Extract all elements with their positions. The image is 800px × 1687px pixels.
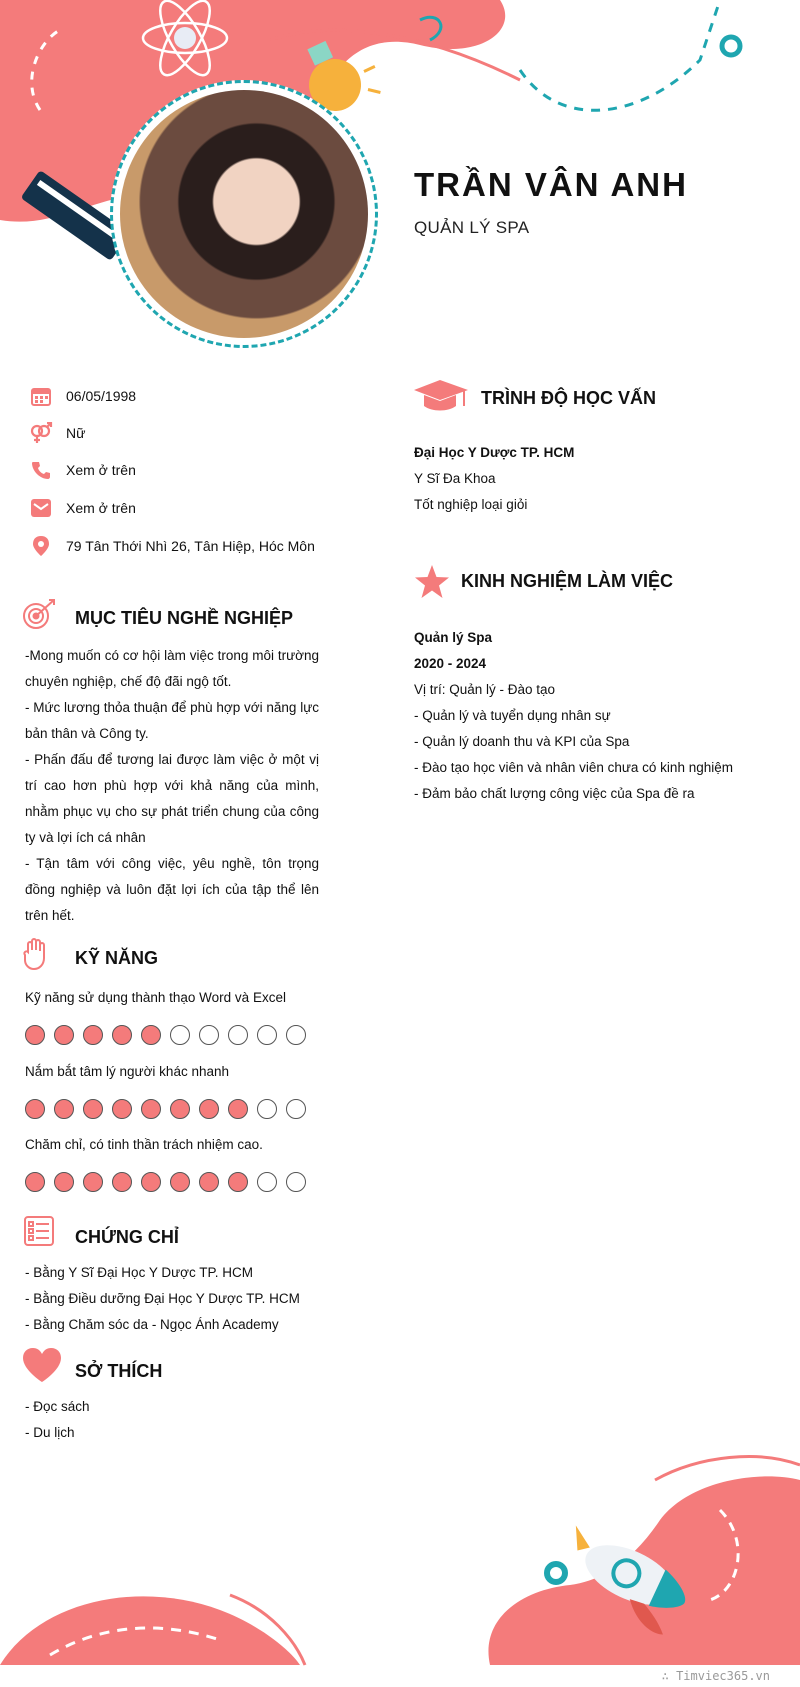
rating-dot-filled bbox=[170, 1099, 190, 1119]
rating-dot-filled bbox=[228, 1172, 248, 1192]
rating-dot-empty bbox=[257, 1025, 277, 1045]
rating-dot-filled bbox=[112, 1099, 132, 1119]
education-title: TRÌNH ĐỘ HỌC VẤN bbox=[481, 388, 656, 408]
location-icon bbox=[26, 535, 56, 557]
certificates-title: CHỨNG CHỈ bbox=[75, 1227, 179, 1247]
objective-line: -Mong muốn có cơ hội làm việc trong môi trường chuyên nghiệp, chế độ đãi ngộ tốt. bbox=[25, 648, 319, 689]
rating-dot-filled bbox=[141, 1099, 161, 1119]
email-icon bbox=[26, 497, 56, 519]
graduation-cap-icon bbox=[414, 380, 470, 421]
address-text: 79 Tân Thới Nhì 26, Tân Hiệp, Hóc Môn bbox=[66, 538, 315, 554]
gender-text: Nữ bbox=[66, 425, 86, 441]
candidate-position: QUẢN LÝ SPA bbox=[414, 218, 530, 237]
skill-rating bbox=[25, 1099, 306, 1119]
objective-line: - Mức lương thỏa thuận để phù hợp với năng lực bản thân và Công ty. bbox=[25, 700, 319, 741]
rating-dot-filled bbox=[112, 1025, 132, 1045]
hobbies-title: SỞ THÍCH bbox=[75, 1361, 163, 1381]
skill-rating bbox=[25, 1025, 306, 1045]
certificate-item: - Bằng Điều dưỡng Đại Học Y Dược TP. HCM bbox=[25, 1291, 300, 1306]
rating-dot-filled bbox=[83, 1099, 103, 1119]
rating-dot-empty bbox=[228, 1025, 248, 1045]
rating-dot-filled bbox=[83, 1025, 103, 1045]
certificate-item: - Bằng Chăm sóc da - Ngọc Ánh Academy bbox=[25, 1317, 279, 1332]
experience-company: Quản lý Spa bbox=[414, 630, 493, 645]
rating-dot-empty bbox=[170, 1025, 190, 1045]
experience-line: - Quản lý doanh thu và KPI của Spa bbox=[414, 734, 630, 749]
skill-label: Kỹ năng sử dụng thành thạo Word và Excel bbox=[25, 990, 286, 1005]
education-line: Y Sĩ Đa Khoa bbox=[414, 471, 496, 486]
experience-period: 2020 - 2024 bbox=[414, 656, 487, 671]
rating-dot-empty bbox=[199, 1025, 219, 1045]
rating-dot-filled bbox=[54, 1172, 74, 1192]
experience-line: Vị trí: Quản lý - Đào tạo bbox=[414, 682, 556, 697]
experience-line: - Quản lý và tuyển dụng nhân sự bbox=[414, 708, 611, 723]
hobbies-list bbox=[25, 1394, 325, 1446]
education-body bbox=[414, 440, 774, 518]
email-text: Xem ở trên bbox=[66, 500, 136, 516]
rating-dot-filled bbox=[112, 1172, 132, 1192]
contact-email bbox=[26, 493, 376, 523]
calendar-icon bbox=[26, 385, 56, 407]
hobby-item: - Đọc sách bbox=[25, 1399, 90, 1414]
rating-dot-filled bbox=[25, 1099, 45, 1119]
rating-dot-empty bbox=[286, 1172, 306, 1192]
rating-dot-filled bbox=[199, 1099, 219, 1119]
skill-label: Chăm chỉ, có tinh thần trách nhiệm cao. bbox=[25, 1137, 263, 1152]
objective-title: MỤC TIÊU NGHỀ NGHIỆP bbox=[75, 608, 294, 628]
rating-dot-filled bbox=[170, 1172, 190, 1192]
rating-dot-filled bbox=[199, 1172, 219, 1192]
rating-dot-empty bbox=[257, 1172, 277, 1192]
certificate-item: - Bằng Y Sĩ Đại Học Y Dược TP. HCM bbox=[25, 1265, 253, 1280]
profile-photo bbox=[120, 90, 368, 338]
rating-dot-filled bbox=[54, 1099, 74, 1119]
rating-dot-filled bbox=[228, 1099, 248, 1119]
experience-body bbox=[414, 625, 784, 807]
experience-line: - Đào tạo học viên và nhân viên chưa có kinh nghiệm bbox=[414, 760, 733, 775]
rating-dot-empty bbox=[257, 1099, 277, 1119]
contact-gender bbox=[26, 418, 376, 448]
contact-address bbox=[26, 531, 376, 561]
certificates-list bbox=[25, 1260, 325, 1338]
rating-dot-filled bbox=[83, 1172, 103, 1192]
rating-dot-filled bbox=[141, 1025, 161, 1045]
objective-line: - Tận tâm với công việc, yêu nghề, tôn trọng đồng nghiệp và luôn đặt lợi ích của tập thể lên trên hết. bbox=[25, 856, 319, 923]
education-line: Tốt nghiệp loại giỏi bbox=[414, 497, 528, 512]
rating-dot-filled bbox=[54, 1025, 74, 1045]
decor-bottom bbox=[0, 1440, 800, 1687]
phone-text: Xem ở trên bbox=[66, 462, 136, 478]
gender-icon bbox=[26, 422, 56, 444]
watermark: ∴ Timviec365.vn bbox=[661, 1669, 770, 1683]
experience-title: KINH NGHIỆM LÀM VIỆC bbox=[461, 571, 674, 591]
contact-birthday bbox=[26, 381, 376, 411]
hobby-item: - Du lịch bbox=[25, 1425, 75, 1440]
rating-dot-empty bbox=[286, 1099, 306, 1119]
skill-rating bbox=[25, 1172, 306, 1192]
rating-dot-filled bbox=[25, 1172, 45, 1192]
checklist-icon bbox=[24, 1216, 54, 1251]
objective-line: - Phấn đấu để tương lai được làm việc ở một vị trí cao hơn phù hợp với khả năng của mình, nhằm phục vụ cho sự phát triển chung của công ty và lợi ích cá nhân bbox=[25, 752, 319, 845]
candidate-name: TRẦN VÂN ANH bbox=[414, 166, 688, 203]
phone-icon bbox=[26, 459, 56, 481]
star-icon bbox=[414, 565, 450, 604]
rating-dot-empty bbox=[286, 1025, 306, 1045]
objective-body bbox=[25, 643, 319, 929]
target-icon bbox=[22, 598, 58, 635]
rating-dot-filled bbox=[141, 1172, 161, 1192]
hand-icon bbox=[22, 938, 50, 975]
contact-phone bbox=[26, 455, 376, 485]
birthday-text: 06/05/1998 bbox=[66, 388, 137, 404]
rating-dot-filled bbox=[25, 1025, 45, 1045]
skills-title: KỸ NĂNG bbox=[75, 948, 159, 968]
experience-line: - Đảm bảo chất lượng công việc của Spa đề ra bbox=[414, 786, 695, 801]
heart-icon bbox=[23, 1348, 61, 1387]
education-school: Đại Học Y Dược TP. HCM bbox=[414, 445, 575, 460]
skill-label: Nắm bắt tâm lý người khác nhanh bbox=[25, 1064, 229, 1079]
